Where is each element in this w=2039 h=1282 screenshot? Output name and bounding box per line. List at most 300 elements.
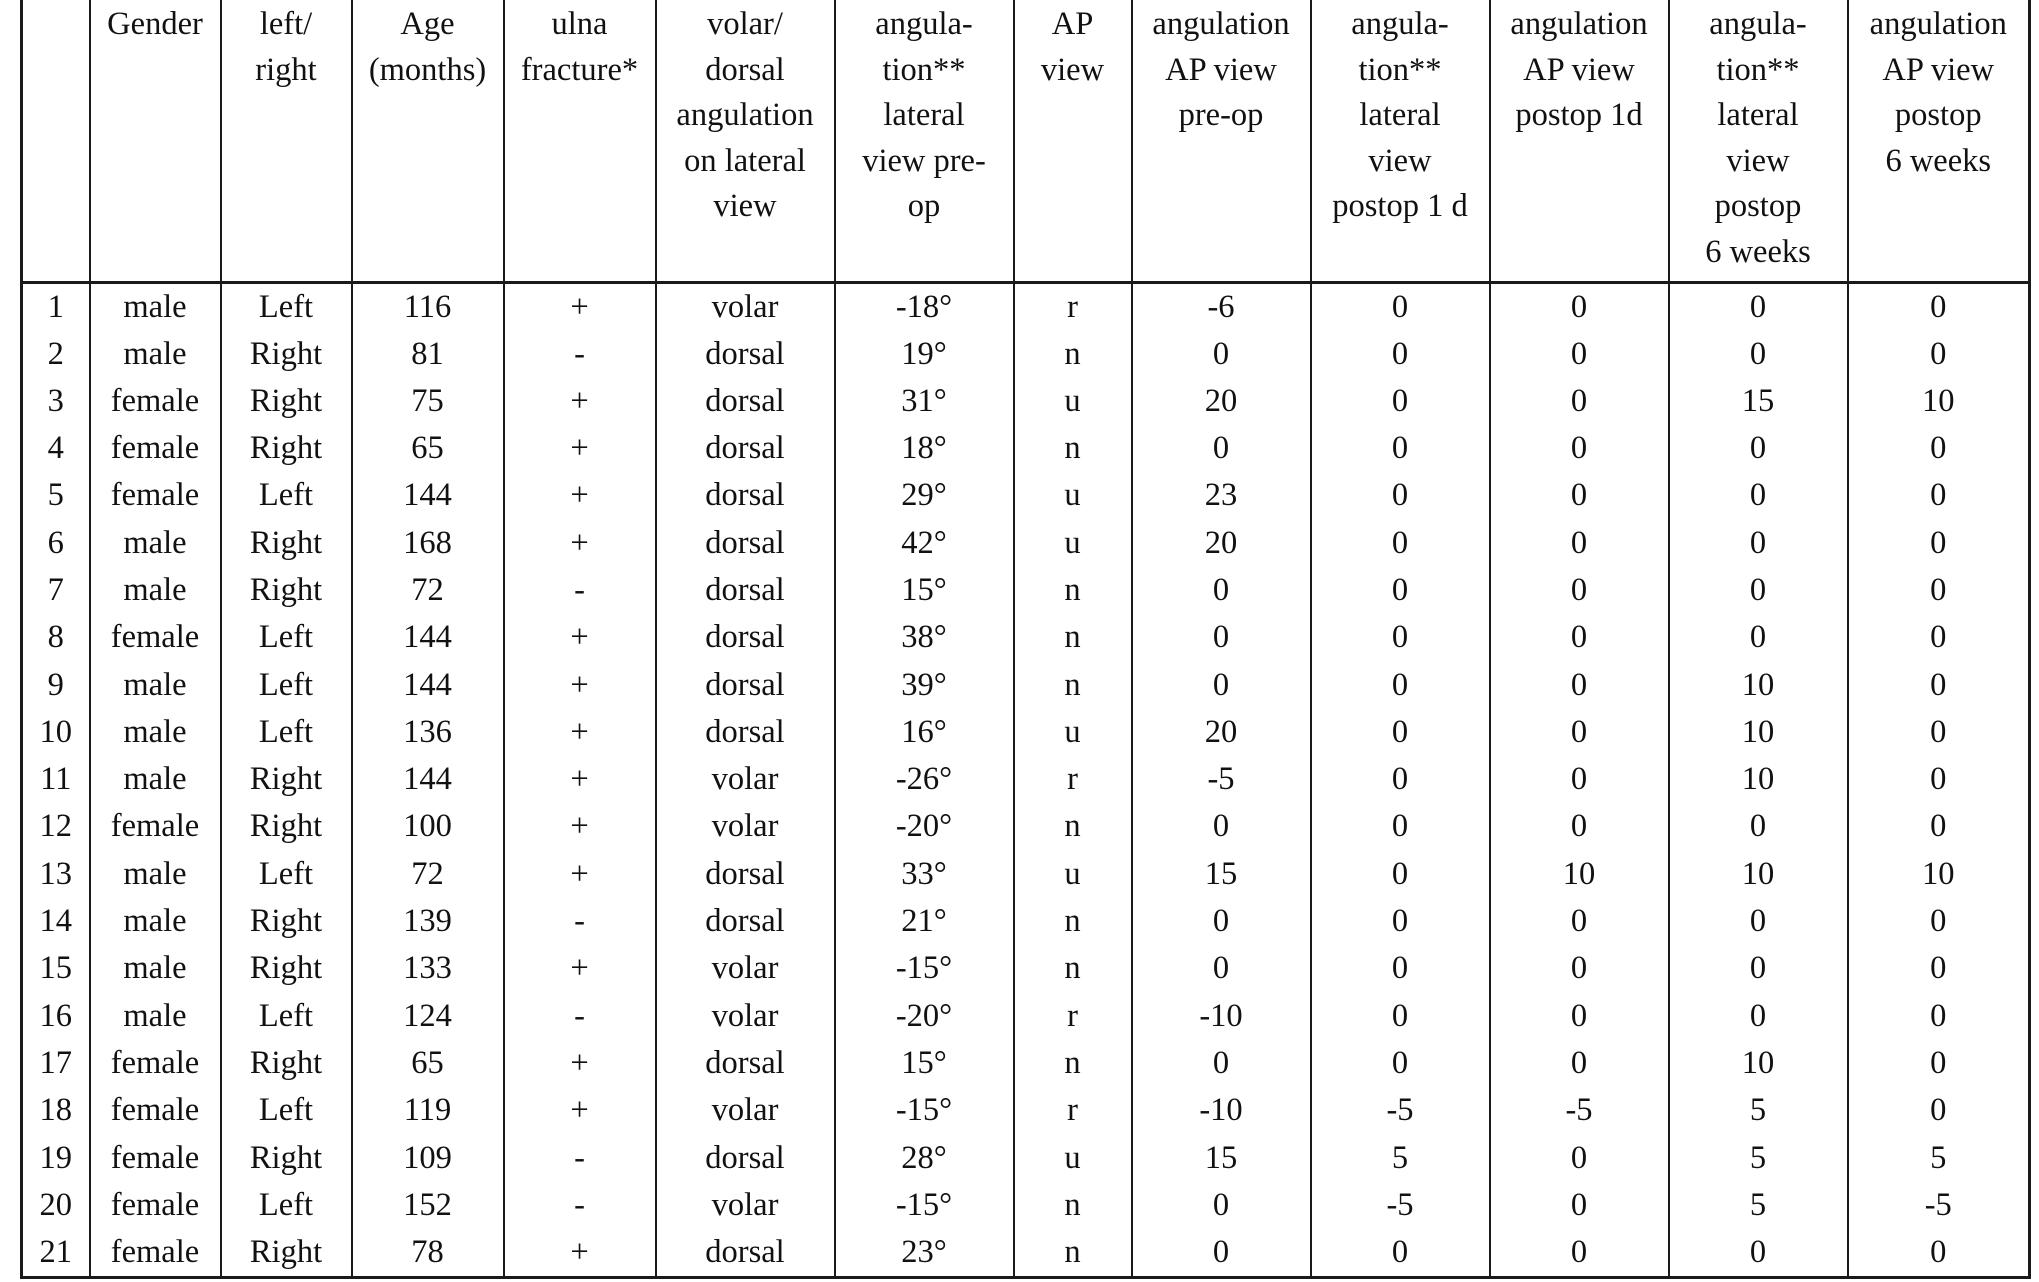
column-header-line: right [255,51,317,88]
cell-ulna: + [504,520,656,567]
cell-ang-ap-preop: 0 [1132,1040,1311,1087]
cell-ap-view: u [1014,709,1132,756]
cell-num: 6 [22,520,90,567]
cell-ang-ap-post1d: 0 [1490,662,1669,709]
cell-ang-ap-preop: -10 [1132,993,1311,1040]
cell-ang-lat-preop: 38° [835,614,1014,661]
cell-ang-ap-post6w: 0 [1848,756,2030,803]
cell-ang-ap-preop: 0 [1132,1182,1311,1229]
cell-ulna: - [504,1135,656,1182]
cell-volar-dorsal: volar [656,803,835,850]
column-header-line: angula- [1351,6,1449,42]
cell-ang-lat-preop: 21° [835,898,1014,945]
cell-side: Left [221,1087,352,1134]
cell-side: Right [221,898,352,945]
cell-ap-view: r [1014,993,1132,1040]
cell-num: 9 [22,662,90,709]
cell-num: 11 [22,756,90,803]
cell-ang-ap-post1d: 0 [1490,898,1669,945]
cell-volar-dorsal: dorsal [656,614,835,661]
column-header-line: view [1368,142,1432,179]
cell-side: Left [221,662,352,709]
table-row [22,851,2030,898]
cell-gender: male [90,662,221,709]
cell-gender: female [90,1087,221,1134]
column-header-line: view [713,188,777,224]
cell-volar-dorsal: volar [656,945,835,992]
cell-ang-lat-post1d: 0 [1311,425,1490,472]
cell-volar-dorsal: dorsal [656,662,835,709]
cell-gender: female [90,425,221,472]
cell-ang-ap-post1d: 0 [1490,1182,1669,1229]
column-header-ang-lat-post1d [1311,0,1490,282]
cell-age: 72 [352,851,504,898]
cell-ang-lat-post6w: 0 [1669,567,1848,614]
cell-age: 144 [352,614,504,661]
column-header-line: op [907,188,941,224]
cell-ang-lat-post6w: 10 [1669,756,1848,803]
cell-ap-view: n [1014,1229,1132,1278]
cell-ang-lat-post1d: 0 [1311,1229,1490,1278]
cell-ang-ap-post1d: 0 [1490,520,1669,567]
cell-ang-ap-post6w: 0 [1848,709,2030,756]
table-row [22,803,2030,850]
cell-ulna: + [504,1087,656,1134]
cell-ulna: - [504,567,656,614]
cell-volar-dorsal: dorsal [656,567,835,614]
cell-ang-ap-preop: -5 [1132,756,1311,803]
cell-ulna: + [504,945,656,992]
cell-ulna: + [504,614,656,661]
cell-age: 144 [352,472,504,519]
table-row [22,993,2030,1040]
cell-age: 136 [352,709,504,756]
cell-age: 144 [352,756,504,803]
column-header-ang-lat-preop [835,0,1014,282]
table-row [22,1040,2030,1087]
column-header-line: lateral [1359,97,1441,133]
column-header-age [352,0,504,282]
cell-ang-lat-post6w: 10 [1669,851,1848,898]
cell-volar-dorsal: dorsal [656,1135,835,1182]
cell-ang-lat-post6w: 0 [1669,331,1848,378]
cell-num: 12 [22,803,90,850]
cell-ang-lat-post6w: 0 [1669,520,1848,567]
cell-ang-ap-post6w: 5 [1848,1135,2030,1182]
table-row [22,662,2030,709]
cell-ang-ap-preop: 0 [1132,614,1311,661]
cell-volar-dorsal: dorsal [656,1229,835,1278]
cell-gender: male [90,993,221,1040]
cell-ap-view: n [1014,945,1132,992]
cell-ap-view: u [1014,378,1132,425]
cell-ang-lat-post6w: 10 [1669,1040,1848,1087]
cell-ang-ap-preop: 0 [1132,425,1311,472]
cell-side: Left [221,1182,352,1229]
cell-side: Right [221,567,352,614]
cell-side: Right [221,945,352,992]
column-header-line: AP view [1523,51,1635,88]
cell-ang-lat-post6w: 0 [1669,472,1848,519]
cell-volar-dorsal: dorsal [656,378,835,425]
cell-age: 124 [352,993,504,1040]
cell-ang-lat-post6w: 0 [1669,614,1848,661]
cell-ang-ap-preop: 0 [1132,567,1311,614]
cell-volar-dorsal: dorsal [656,331,835,378]
cell-ang-ap-preop: 15 [1132,1135,1311,1182]
cell-ang-ap-preop: 20 [1132,378,1311,425]
cell-num: 21 [22,1229,90,1278]
column-header-line: angulation [1869,6,2007,42]
cell-ang-ap-post1d: 0 [1490,709,1669,756]
cell-ulna: + [504,425,656,472]
cell-gender: female [90,378,221,425]
cell-num: 4 [22,425,90,472]
cell-ulna: + [504,803,656,850]
cell-ang-ap-post6w: 0 [1848,567,2030,614]
table-row [22,945,2030,992]
column-header-line: fracture* [520,51,639,88]
cell-ulna: - [504,1182,656,1229]
cell-age: 81 [352,331,504,378]
cell-num: 3 [22,378,90,425]
cell-num: 17 [22,1040,90,1087]
cell-ang-lat-post6w: 10 [1669,662,1848,709]
cell-ang-lat-preop: 39° [835,662,1014,709]
column-header-line: AP view [1882,51,1995,88]
cell-ang-ap-preop: 0 [1132,898,1311,945]
column-header-side [221,0,352,282]
cell-ang-ap-post1d: 0 [1490,378,1669,425]
cell-side: Left [221,993,352,1040]
cell-num: 2 [22,331,90,378]
cell-ang-ap-preop: 0 [1132,945,1311,992]
cell-age: 78 [352,1229,504,1278]
cell-ang-ap-post1d: 0 [1490,1229,1669,1278]
cell-ang-ap-post6w: 0 [1848,614,2030,661]
cell-ang-lat-post1d: 0 [1311,1040,1490,1087]
cell-ang-lat-post6w: 10 [1669,709,1848,756]
cell-ang-lat-post1d: -5 [1311,1087,1490,1134]
cell-gender: male [90,851,221,898]
cell-ang-lat-preop: -15° [835,945,1014,992]
cell-ang-lat-preop: -20° [835,803,1014,850]
cell-ang-lat-post1d: 0 [1311,803,1490,850]
cell-side: Right [221,425,352,472]
cell-ulna: + [504,378,656,425]
cell-ang-ap-post6w: 0 [1848,945,2030,992]
cell-ang-lat-preop: 19° [835,331,1014,378]
column-header-line: Gender [107,6,203,42]
cell-ang-lat-preop: -15° [835,1087,1014,1134]
cell-age: 100 [352,803,504,850]
column-header-line: view [1726,142,1790,179]
cell-gender: female [90,1040,221,1087]
column-header-line: volar/ [707,6,783,42]
cell-ulna: + [504,709,656,756]
column-header-line: on lateral [684,142,806,179]
cell-ang-ap-preop: 15 [1132,851,1311,898]
cell-ang-lat-post6w: 5 [1669,1135,1848,1182]
cell-age: 65 [352,425,504,472]
cell-ang-lat-post1d: 0 [1311,945,1490,992]
cell-num: 7 [22,567,90,614]
column-header-line: postop [1894,97,1982,133]
cell-ang-lat-post1d: -5 [1311,1182,1490,1229]
cell-num: 13 [22,851,90,898]
cell-volar-dorsal: dorsal [656,425,835,472]
cell-gender: female [90,1135,221,1182]
cell-ap-view: r [1014,282,1132,331]
table-row [22,1182,2030,1229]
table-row [22,709,2030,756]
cell-gender: male [90,520,221,567]
cell-ang-ap-preop: 0 [1132,331,1311,378]
cell-ang-ap-preop: 0 [1132,662,1311,709]
cell-ang-ap-post6w: 0 [1848,993,2030,1040]
cell-volar-dorsal: volar [656,282,835,331]
cell-ang-ap-post1d: 0 [1490,756,1669,803]
cell-volar-dorsal: dorsal [656,520,835,567]
column-header-line: view [1040,51,1105,88]
cell-ulna: - [504,993,656,1040]
cell-ang-lat-preop: 23° [835,1229,1014,1278]
cell-ang-ap-preop: -6 [1132,282,1311,331]
cell-volar-dorsal: dorsal [656,709,835,756]
cell-ang-ap-post1d: 0 [1490,945,1669,992]
cell-ang-ap-preop: 23 [1132,472,1311,519]
table-header [22,0,2030,282]
cell-ang-lat-post6w: 0 [1669,1229,1848,1278]
cell-age: 72 [352,567,504,614]
column-header-line: tion** [1716,51,1800,88]
column-header-volar-dorsal [656,0,835,282]
cell-gender: male [90,709,221,756]
cell-ang-lat-preop: -26° [835,756,1014,803]
cell-ang-lat-post1d: 0 [1311,662,1490,709]
cell-ang-lat-preop: 33° [835,851,1014,898]
cell-side: Left [221,851,352,898]
cell-ap-view: n [1014,567,1132,614]
cell-ulna: + [504,1229,656,1278]
cell-ulna: + [504,851,656,898]
cell-age: 116 [352,282,504,331]
cell-ang-ap-post6w: 0 [1848,898,2030,945]
cell-ang-ap-post1d: 10 [1490,851,1669,898]
table-row [22,425,2030,472]
column-header-line: lateral [883,97,965,133]
column-header-line: angulation [676,97,814,133]
column-header-line: tion** [1358,51,1442,88]
cell-volar-dorsal: dorsal [656,851,835,898]
cell-age: 168 [352,520,504,567]
cell-ang-lat-preop: 15° [835,1040,1014,1087]
cell-ap-view: r [1014,1087,1132,1134]
cell-ap-view: n [1014,662,1132,709]
cell-ang-lat-post6w: 0 [1669,282,1848,331]
cell-volar-dorsal: volar [656,1087,835,1134]
cell-ang-lat-post1d: 0 [1311,851,1490,898]
column-header-line: angula- [1709,6,1807,42]
cell-age: 152 [352,1182,504,1229]
cell-ap-view: r [1014,756,1132,803]
column-header-line: postop 1d [1515,97,1643,133]
cell-ang-ap-post6w: 0 [1848,1229,2030,1278]
column-header-line: view pre- [862,142,986,179]
cell-ang-lat-post1d: 0 [1311,898,1490,945]
table-row [22,1087,2030,1134]
cell-ang-lat-preop: -15° [835,1182,1014,1229]
cell-ap-view: u [1014,851,1132,898]
column-header-line: (months) [368,51,487,88]
cell-age: 139 [352,898,504,945]
cell-ang-ap-post1d: 0 [1490,425,1669,472]
cell-num: 19 [22,1135,90,1182]
cell-side: Left [221,614,352,661]
cell-ang-lat-post6w: 0 [1669,803,1848,850]
cell-ang-ap-post6w: 0 [1848,331,2030,378]
column-header-line: postop 1 d [1332,188,1468,224]
table-row [22,898,2030,945]
cell-ang-lat-post1d: 0 [1311,709,1490,756]
column-header-line: AP view [1165,51,1277,88]
cell-ap-view: n [1014,614,1132,661]
cell-ang-ap-post6w: 10 [1848,378,2030,425]
cell-num: 5 [22,472,90,519]
column-header-line: angulation [1152,6,1290,42]
cell-side: Right [221,331,352,378]
cell-ulna: - [504,898,656,945]
cell-ulna: + [504,282,656,331]
column-header-line: angula- [875,6,973,42]
cell-ang-ap-preop: 0 [1132,1229,1311,1278]
cell-ang-ap-post1d: 0 [1490,472,1669,519]
cell-ang-lat-post6w: 5 [1669,1182,1848,1229]
cell-ulna: + [504,756,656,803]
cell-side: Left [221,472,352,519]
cell-ang-ap-post1d: 0 [1490,567,1669,614]
cell-num: 8 [22,614,90,661]
cell-ap-view: u [1014,472,1132,519]
fracture-data-table-container [20,0,2031,1279]
cell-ang-ap-preop: 20 [1132,520,1311,567]
cell-ang-ap-post1d: 0 [1490,331,1669,378]
cell-gender: male [90,898,221,945]
cell-ang-lat-preop: -20° [835,993,1014,1040]
column-header-ang-ap-post6w [1848,0,2030,282]
column-header-line: left/ [259,6,313,42]
cell-ap-view: n [1014,1182,1132,1229]
cell-ang-ap-post6w: 10 [1848,851,2030,898]
cell-num: 20 [22,1182,90,1229]
column-header-ap-view [1014,0,1132,282]
column-header-line: postop [1714,188,1802,224]
fracture-data-table [20,0,2031,1279]
cell-ang-lat-preop: 42° [835,520,1014,567]
cell-ap-view: u [1014,520,1132,567]
header-row [22,0,2030,282]
cell-side: Left [221,709,352,756]
cell-gender: male [90,282,221,331]
column-header-gender [90,0,221,282]
cell-ang-lat-preop: 29° [835,472,1014,519]
column-header-ang-ap-preop [1132,0,1311,282]
cell-ap-view: n [1014,331,1132,378]
cell-ang-ap-preop: 20 [1132,709,1311,756]
column-header-line: 6 weeks [1885,142,1992,179]
cell-gender: female [90,1229,221,1278]
table-row [22,331,2030,378]
cell-ang-ap-post1d: 0 [1490,993,1669,1040]
table-row [22,282,2030,331]
cell-age: 144 [352,662,504,709]
column-header-line: AP [1051,6,1094,42]
column-header-line: ulna [551,6,608,42]
cell-ulna: + [504,662,656,709]
cell-ang-ap-post1d: 0 [1490,282,1669,331]
cell-ang-ap-post6w: 0 [1848,425,2030,472]
cell-ang-lat-post6w: 5 [1669,1087,1848,1134]
cell-gender: female [90,614,221,661]
column-header-num [22,0,90,282]
cell-ang-ap-post6w: 0 [1848,1087,2030,1134]
cell-ang-lat-post6w: 0 [1669,993,1848,1040]
cell-ang-lat-post6w: 0 [1669,945,1848,992]
column-header-line: dorsal [705,51,785,88]
column-header-line: Age [400,6,455,42]
cell-ang-ap-post6w: 0 [1848,282,2030,331]
column-header-ang-lat-post6w [1669,0,1848,282]
cell-ang-lat-post1d: 0 [1311,378,1490,425]
cell-age: 75 [352,378,504,425]
cell-ang-lat-post1d: 5 [1311,1135,1490,1182]
cell-gender: female [90,803,221,850]
cell-ang-lat-post1d: 0 [1311,331,1490,378]
cell-num: 16 [22,993,90,1040]
cell-ang-lat-post1d: 0 [1311,993,1490,1040]
cell-num: 15 [22,945,90,992]
cell-num: 18 [22,1087,90,1134]
cell-age: 133 [352,945,504,992]
cell-gender: female [90,472,221,519]
cell-gender: male [90,331,221,378]
table-body [22,282,2030,1278]
cell-ang-ap-preop: -10 [1132,1087,1311,1134]
cell-ang-lat-preop: -18° [835,282,1014,331]
cell-ang-lat-preop: 28° [835,1135,1014,1182]
table-row [22,1135,2030,1182]
table-row [22,614,2030,661]
cell-side: Right [221,378,352,425]
cell-ang-lat-post1d: 0 [1311,472,1490,519]
cell-side: Right [221,1135,352,1182]
cell-ap-view: n [1014,425,1132,472]
cell-ap-view: u [1014,1135,1132,1182]
table-row [22,567,2030,614]
cell-ap-view: n [1014,898,1132,945]
cell-ang-ap-post1d: 0 [1490,1135,1669,1182]
cell-ang-ap-post1d: -5 [1490,1087,1669,1134]
column-header-line: tion** [882,51,966,88]
cell-side: Right [221,1040,352,1087]
cell-ang-ap-post1d: 0 [1490,614,1669,661]
column-header-ulna [504,0,656,282]
cell-ulna: + [504,472,656,519]
cell-ang-lat-preop: 16° [835,709,1014,756]
cell-ang-ap-post6w: 0 [1848,472,2030,519]
cell-ang-ap-post1d: 0 [1490,803,1669,850]
cell-ang-lat-post1d: 0 [1311,614,1490,661]
